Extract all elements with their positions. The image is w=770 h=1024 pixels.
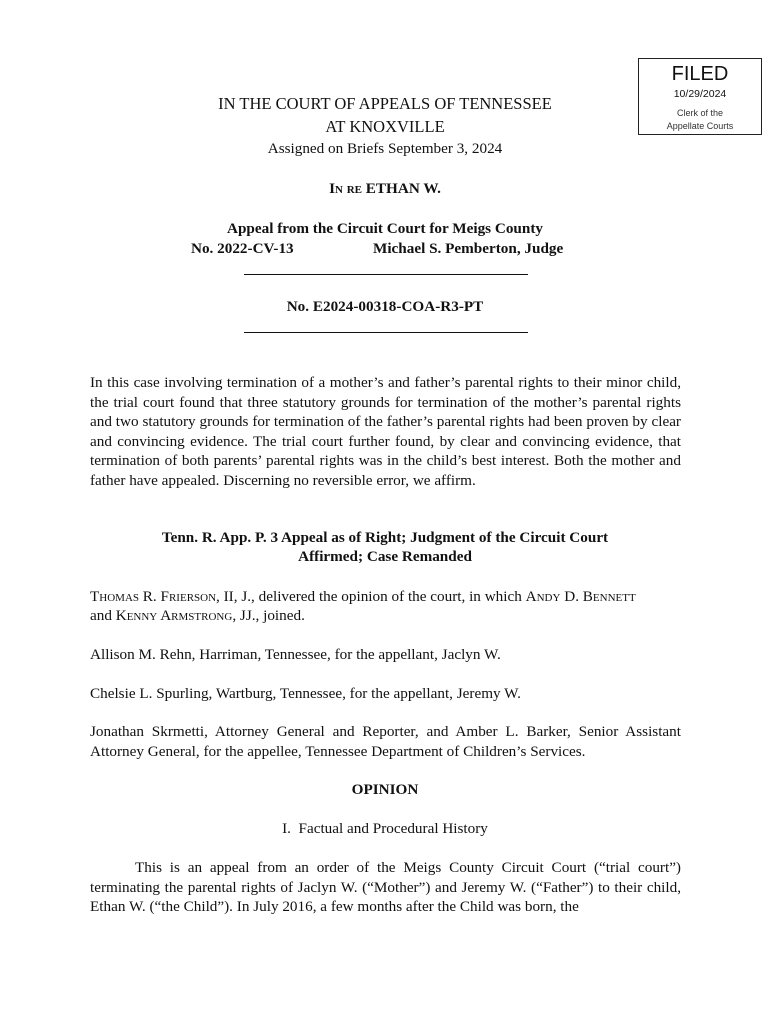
assigned-date: Assigned on Briefs September 3, 2024 bbox=[267, 140, 503, 157]
court-location: AT KNOXVILLE bbox=[325, 117, 445, 136]
trial-judge: Michael S. Pemberton, Judge bbox=[373, 240, 564, 257]
joining-judge-1: Andy D. Bennett bbox=[525, 588, 636, 605]
disposition-line-2: Affirmed; Case Remanded bbox=[298, 548, 472, 565]
case-title-prefix: In re bbox=[329, 180, 362, 197]
counsel-entry: Allison M. Rehn, Harriman, Tennessee, for the appellant, Jaclyn W. bbox=[90, 646, 501, 663]
author-judge: Thomas R. Frierson, II, J. bbox=[90, 588, 252, 605]
authorship-line-1 bbox=[90, 587, 636, 607]
summary-paragraph: In this case involving termination of a mother’s and father’s parental rights to their minor child, the trial court found that three statutory grounds for termination of the mother’s parental rights and two statutory grounds for termination of the father’s parental rights had been proven by clear and convincing evidence. The trial court further found, by clear and convincing evidence, that termination of both parents’ parental rights was in the child’s best interest. Both the mother and father have appealed. Discerning no reversible error, we affirm. bbox=[90, 374, 681, 489]
filed-stamp-title: FILED bbox=[671, 63, 729, 85]
joining-judge-2: Kenny Armstrong bbox=[115, 607, 233, 624]
appeal-number: No. E2024-00318-COA-R3-PT bbox=[286, 298, 484, 315]
divider-bottom bbox=[244, 332, 528, 333]
counsel-entry: Chelsie L. Spurling, Wartburg, Tennessee, for the appellant, Jeremy W. bbox=[90, 685, 521, 702]
body-paragraph: This is an appeal from an order of the Meigs County Circuit Court (“trial court”) terminating the parental rights of Jaclyn W. (“Mother”) and Jeremy W. (“Father”) to their child, Ethan W. (“the Child”). In July 2016, a few months after the Child was born, the bbox=[90, 859, 681, 916]
disposition-line-1: Tenn. R. App. P. 3 Appeal as of Right; Judgment of the Circuit Court bbox=[161, 529, 609, 546]
opinion-heading: OPINION bbox=[351, 781, 419, 798]
counsel-entry: Jonathan Skrmetti, Attorney General and Reporter, and Amber L. Barker, Senior Assistant Attorney General, for the appellee, Tennessee Department of Children’s Services. bbox=[90, 723, 681, 760]
court-name: IN THE COURT OF APPEALS OF TENNESSEE bbox=[218, 94, 552, 113]
case-title bbox=[0, 180, 770, 198]
authorship-line-2 bbox=[90, 606, 305, 626]
authorship-text-3: , JJ., joined. bbox=[232, 607, 305, 624]
trial-case-number: No. 2022-CV-13 bbox=[191, 240, 294, 257]
case-title-name: ETHAN W. bbox=[365, 180, 441, 197]
appeal-from: Appeal from the Circuit Court for Meigs County bbox=[227, 220, 543, 237]
authorship-text-1: , delivered the opinion of the court, in which bbox=[251, 588, 526, 605]
filed-stamp-clerk-line2: Appellate Courts bbox=[666, 121, 734, 131]
section-heading: I. Factual and Procedural History bbox=[282, 820, 488, 837]
authorship-text-2: and bbox=[90, 607, 116, 624]
divider-top bbox=[244, 274, 528, 275]
filed-stamp-clerk-line1: Clerk of the bbox=[676, 108, 724, 118]
filed-stamp-date: 10/29/2024 bbox=[673, 88, 727, 100]
